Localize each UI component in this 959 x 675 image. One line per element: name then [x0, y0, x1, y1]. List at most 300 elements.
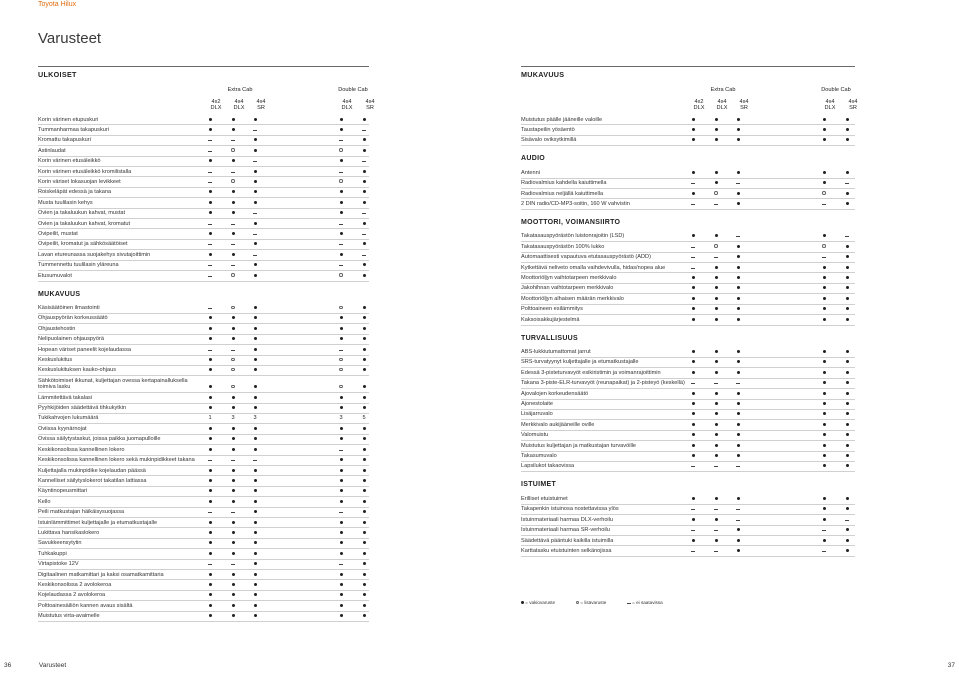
row-cell	[818, 265, 830, 271]
row-cell	[358, 582, 370, 588]
row-cell	[335, 551, 347, 557]
table-row	[38, 476, 369, 486]
standard-icon	[692, 350, 695, 353]
row-label: Ovien ja takaluukun kahvat, mustat	[38, 210, 126, 217]
standard-icon	[254, 274, 257, 277]
row-cell	[358, 426, 370, 432]
standard-icon	[715, 234, 718, 237]
row-cell	[841, 548, 853, 554]
row-cell	[818, 453, 830, 459]
unavailable-icon	[231, 172, 235, 173]
standard-icon	[340, 190, 343, 193]
unavailable-icon	[736, 236, 740, 237]
standard-icon	[715, 307, 718, 310]
row-cell	[687, 401, 699, 407]
row-cell	[227, 436, 239, 442]
row-cell	[335, 315, 347, 321]
row-cell	[358, 179, 370, 185]
unavailable-icon	[231, 564, 235, 565]
standard-icon	[363, 406, 366, 409]
row-label: Valomuistu	[521, 432, 549, 439]
row-cell	[818, 422, 830, 428]
row-cell	[335, 572, 347, 578]
standard-icon	[715, 444, 718, 447]
row-cell	[732, 170, 744, 176]
row-cell	[841, 496, 853, 502]
table-row	[38, 539, 369, 549]
standard-icon	[363, 180, 366, 183]
standard-icon	[846, 118, 849, 121]
standard-icon	[715, 181, 718, 184]
standard-icon	[715, 412, 718, 415]
standard-icon	[363, 510, 366, 513]
row-cell	[227, 415, 239, 421]
row-label: Oviissa kyynärnojat	[38, 425, 87, 432]
standard-icon	[340, 531, 343, 534]
standard-icon	[209, 159, 212, 162]
standard-icon	[232, 614, 235, 617]
unavailable-icon	[714, 383, 718, 384]
table-row	[38, 570, 369, 580]
standard-icon	[363, 583, 366, 586]
row-label: Takana 3-piste-ELR-turvavyöt (reunapaikat) ja 2-pisteyö (keskellä)	[521, 380, 685, 387]
row-cell	[818, 401, 830, 407]
row-label: Lämmitettävä takalasi	[38, 394, 93, 401]
standard-icon	[340, 396, 343, 399]
row-cell	[358, 478, 370, 484]
row-cell	[335, 405, 347, 411]
table-row	[521, 315, 855, 325]
standard-icon	[254, 437, 257, 440]
unavailable-icon	[362, 213, 366, 214]
row-cell	[818, 244, 830, 250]
standard-icon	[521, 600, 524, 605]
row-cell	[335, 592, 347, 598]
standard-icon	[823, 497, 826, 500]
unavailable-icon	[691, 383, 695, 384]
standard-icon	[254, 583, 257, 586]
page-number: 36	[4, 662, 12, 669]
standard-icon	[254, 180, 257, 183]
row-cell	[841, 411, 853, 417]
row-cell	[204, 415, 216, 421]
standard-icon	[846, 276, 849, 279]
table-row	[521, 125, 855, 135]
standard-icon	[209, 489, 212, 492]
standard-icon	[846, 318, 849, 321]
row-cell	[204, 326, 216, 332]
unavailable-icon	[736, 509, 740, 510]
table-row	[38, 314, 369, 324]
standard-icon	[254, 396, 257, 399]
standard-icon	[363, 242, 366, 245]
row-cell	[335, 169, 347, 175]
table-row	[38, 612, 369, 622]
table-row	[38, 146, 369, 156]
section	[521, 335, 855, 473]
standard-icon	[846, 497, 849, 500]
row-cell	[227, 478, 239, 484]
row-cell	[335, 221, 347, 227]
table-row	[521, 515, 855, 525]
row-cell	[204, 241, 216, 247]
row-cell	[358, 221, 370, 227]
row-cell	[249, 231, 261, 237]
row-cell	[358, 241, 370, 247]
column-header: 4x4 SR	[365, 99, 375, 112]
row-cell	[358, 169, 370, 175]
row-cell	[227, 582, 239, 588]
optional-icon	[339, 368, 343, 372]
row-cell	[687, 275, 699, 281]
standard-icon	[846, 381, 849, 384]
table-row	[521, 441, 855, 451]
row-cell	[249, 336, 261, 342]
standard-icon	[715, 360, 718, 363]
standard-icon	[363, 437, 366, 440]
standard-icon	[254, 385, 257, 388]
standard-icon	[692, 402, 695, 405]
unavailable-icon	[822, 204, 826, 205]
row-cell	[732, 453, 744, 459]
table-row	[38, 304, 369, 314]
unavailable-icon	[714, 509, 718, 510]
table-row	[38, 601, 369, 611]
row-cell	[841, 506, 853, 512]
row-cell	[227, 148, 239, 154]
row-cell	[358, 127, 370, 133]
row-cell	[249, 499, 261, 505]
row-cell	[818, 517, 830, 523]
table-row	[521, 348, 855, 358]
double-cab-header: Double Cab	[821, 87, 851, 93]
table-row	[521, 305, 855, 315]
row-label: Pyyhkijöiden säädettävä tihkukytkin	[38, 405, 126, 412]
row-cell	[687, 359, 699, 365]
unavailable-icon	[691, 183, 695, 184]
row-cell	[710, 548, 722, 554]
row-cell	[732, 411, 744, 417]
row-cell	[710, 191, 722, 197]
row-cell	[249, 357, 261, 363]
unavailable-icon	[627, 600, 631, 605]
unavailable-icon	[208, 564, 212, 565]
row-cell	[249, 148, 261, 154]
standard-icon	[209, 385, 212, 388]
standard-icon	[254, 138, 257, 141]
standard-icon	[692, 307, 695, 310]
row-cell	[227, 326, 239, 332]
row-cell	[841, 463, 853, 469]
row-cell	[227, 509, 239, 515]
table-row	[521, 526, 855, 536]
row-cell	[358, 158, 370, 164]
standard-icon	[340, 201, 343, 204]
row-cell	[687, 349, 699, 355]
row-cell	[818, 285, 830, 291]
page-number-left	[4, 662, 66, 669]
unavailable-icon	[362, 234, 366, 235]
row-cell	[710, 306, 722, 312]
row-cell	[818, 506, 830, 512]
unavailable-icon	[208, 308, 212, 309]
unavailable-icon	[691, 509, 695, 510]
row-cell	[818, 296, 830, 302]
standard-icon	[254, 510, 257, 513]
row-cell	[227, 241, 239, 247]
row-label: Radiovalmius neljällä kaiuttimella	[521, 190, 604, 197]
row-cell	[841, 453, 853, 459]
section-title: ULKOISET	[38, 66, 369, 79]
standard-icon	[232, 211, 235, 214]
standard-icon	[232, 552, 235, 555]
standard-icon	[254, 562, 257, 565]
table-row	[38, 250, 369, 260]
optional-icon	[231, 148, 235, 152]
row-cell	[687, 317, 699, 323]
optional-icon	[231, 385, 235, 389]
row-label: Polttoainesäiliön kannen avaus sisältä	[38, 602, 133, 609]
standard-icon	[823, 381, 826, 384]
row-cell	[710, 432, 722, 438]
row-cell	[710, 422, 722, 428]
unavailable-icon	[691, 204, 695, 205]
row-label: Lisäjarruvalo	[521, 411, 553, 418]
row-cell	[732, 265, 744, 271]
row-cell	[204, 613, 216, 619]
standard-icon	[209, 500, 212, 503]
standard-icon	[846, 245, 849, 248]
row-cell	[227, 405, 239, 411]
unavailable-icon	[208, 224, 212, 225]
unavailable-icon	[362, 130, 366, 131]
standard-icon	[363, 614, 366, 617]
row-cell	[687, 265, 699, 271]
row-label: Erilliset etuistuimet	[521, 495, 568, 502]
standard-icon	[340, 337, 343, 340]
standard-icon	[363, 458, 366, 461]
row-cell	[841, 391, 853, 397]
standard-icon	[715, 350, 718, 353]
row-cell	[841, 380, 853, 386]
row-cell	[687, 296, 699, 302]
row-cell	[818, 233, 830, 239]
row-cell	[732, 191, 744, 197]
legend-standard: = vakiovaruste	[525, 600, 556, 605]
row-label: ABS-lukkiutumattomat jarrut	[521, 349, 591, 355]
table-row	[38, 435, 369, 445]
standard-icon	[363, 593, 366, 596]
row-cell	[249, 200, 261, 206]
standard-icon	[254, 149, 257, 152]
row-cell	[732, 180, 744, 186]
standard-icon	[363, 316, 366, 319]
standard-icon	[715, 297, 718, 300]
standard-icon	[823, 454, 826, 457]
standard-icon	[823, 128, 826, 131]
row-cell	[335, 262, 347, 268]
optional-icon	[714, 244, 718, 248]
row-cell	[227, 179, 239, 185]
standard-icon	[254, 541, 257, 544]
standard-icon	[737, 118, 740, 121]
row-cell	[358, 405, 370, 411]
row-cell	[687, 180, 699, 186]
row-cell	[732, 443, 744, 449]
row-cell	[227, 315, 239, 321]
row-label: Istuinmateriaali harmaa DLX-verhoilu	[521, 516, 614, 523]
table-row	[38, 466, 369, 476]
unavailable-icon	[845, 183, 849, 184]
row-cell	[335, 241, 347, 247]
standard-icon	[209, 253, 212, 256]
standard-icon	[692, 192, 695, 195]
row-cell	[841, 517, 853, 523]
row-cell	[227, 530, 239, 536]
table-row	[38, 580, 369, 590]
row-label: Muistutus virta-avaimelle	[38, 613, 100, 620]
unavailable-icon	[714, 466, 718, 467]
row-cell	[818, 380, 830, 386]
standard-icon	[737, 392, 740, 395]
standard-icon	[846, 192, 849, 195]
row-label: Tummennettu tuulilasin yläreuna	[38, 262, 119, 269]
section-title: MUKAVUUS	[38, 290, 81, 298]
standard-icon	[737, 444, 740, 447]
row-cell	[204, 347, 216, 353]
row-cell	[204, 357, 216, 363]
row-cell	[204, 137, 216, 143]
standard-icon	[823, 171, 826, 174]
table-row	[38, 508, 369, 518]
row-label: Kannelliset säilytyslokerot takatilan lattiassa	[38, 477, 147, 484]
table-row	[521, 284, 855, 294]
row-cell	[335, 530, 347, 536]
row-cell	[687, 453, 699, 459]
row-cell	[841, 265, 853, 271]
row-cell	[732, 432, 744, 438]
row-cell	[227, 273, 239, 279]
row-cell	[204, 426, 216, 432]
table-row	[521, 420, 855, 430]
standard-icon	[254, 358, 257, 361]
row-label: Polttoaineen esilämmitys	[521, 306, 583, 313]
row-cell	[841, 306, 853, 312]
row-cell	[204, 488, 216, 494]
row-label: Nelipuolainen ohjauspyörä	[38, 336, 104, 343]
row-cell	[841, 254, 853, 260]
row-label: SRS-turvatyynyt kuljettajalle ja etumatkustajalle	[521, 359, 639, 366]
standard-icon	[340, 573, 343, 576]
row-cell	[227, 221, 239, 227]
unavailable-icon	[253, 161, 257, 162]
table-row	[521, 536, 855, 546]
standard-icon	[846, 266, 849, 269]
standard-icon	[254, 170, 257, 173]
unavailable-icon	[231, 244, 235, 245]
table-row	[521, 273, 855, 283]
row-cell	[335, 189, 347, 195]
row-cell	[710, 275, 722, 281]
row-cell	[732, 349, 744, 355]
standard-icon	[363, 222, 366, 225]
row-cell	[249, 592, 261, 598]
row-label: Takatasauspyörästön 100% lukko	[521, 243, 605, 250]
unavailable-icon	[339, 265, 343, 266]
column-header: 4x4 DLX	[716, 99, 728, 112]
standard-icon	[823, 423, 826, 426]
standard-icon	[715, 318, 718, 321]
row-cell	[841, 180, 853, 186]
unavailable-icon	[208, 140, 212, 141]
standard-icon	[254, 614, 257, 617]
row-cell	[358, 384, 370, 390]
row-cell	[249, 117, 261, 123]
row-cell	[204, 315, 216, 321]
standard-icon	[823, 371, 826, 374]
standard-icon	[692, 360, 695, 363]
row-cell	[732, 201, 744, 207]
row-cell	[818, 359, 830, 365]
standard-icon	[232, 159, 235, 162]
standard-icon	[209, 211, 212, 214]
table-row	[521, 179, 855, 189]
row-label: Muistutus kuljettajan ja matkustajan turvavöille	[521, 442, 637, 449]
standard-icon	[209, 128, 212, 131]
standard-icon	[232, 469, 235, 472]
standard-icon	[737, 539, 740, 542]
standard-icon	[737, 318, 740, 321]
row-cell	[710, 201, 722, 207]
row-cell	[249, 530, 261, 536]
standard-icon	[715, 423, 718, 426]
row-label: Takapenkin istuinosa nostettavissa ylös	[521, 506, 619, 513]
standard-icon	[363, 201, 366, 204]
double-cab-header: Double Cab	[338, 87, 368, 93]
row-label: Astinlaudat	[38, 147, 66, 154]
row-label: Automaattisesti vapautuva etutasauspyörästö (ADD)	[521, 254, 651, 261]
row-cell	[227, 137, 239, 143]
standard-icon	[823, 360, 826, 363]
unavailable-icon	[714, 551, 718, 552]
row-cell	[227, 189, 239, 195]
table-row	[38, 136, 369, 146]
unavailable-icon	[339, 350, 343, 351]
row-label: Takasumuvalo	[521, 453, 557, 460]
row-cell	[358, 572, 370, 578]
table-row	[38, 356, 369, 366]
row-cell	[818, 411, 830, 417]
standard-icon	[254, 242, 257, 245]
value-text: 1	[208, 415, 212, 422]
standard-icon	[254, 427, 257, 430]
optional-icon	[231, 358, 235, 362]
row-cell	[732, 254, 744, 260]
standard-icon	[823, 307, 826, 310]
unavailable-icon	[339, 450, 343, 451]
row-label: Kello	[38, 498, 51, 505]
standard-icon	[846, 202, 849, 205]
row-cell	[358, 357, 370, 363]
row-cell	[227, 613, 239, 619]
table-row	[38, 157, 369, 167]
unavailable-icon	[691, 247, 695, 248]
unavailable-icon	[208, 276, 212, 277]
row-label: Tummanharmaa takapuskuri	[38, 126, 109, 133]
row-cell	[358, 326, 370, 332]
row-cell	[204, 468, 216, 474]
standard-icon	[340, 437, 343, 440]
